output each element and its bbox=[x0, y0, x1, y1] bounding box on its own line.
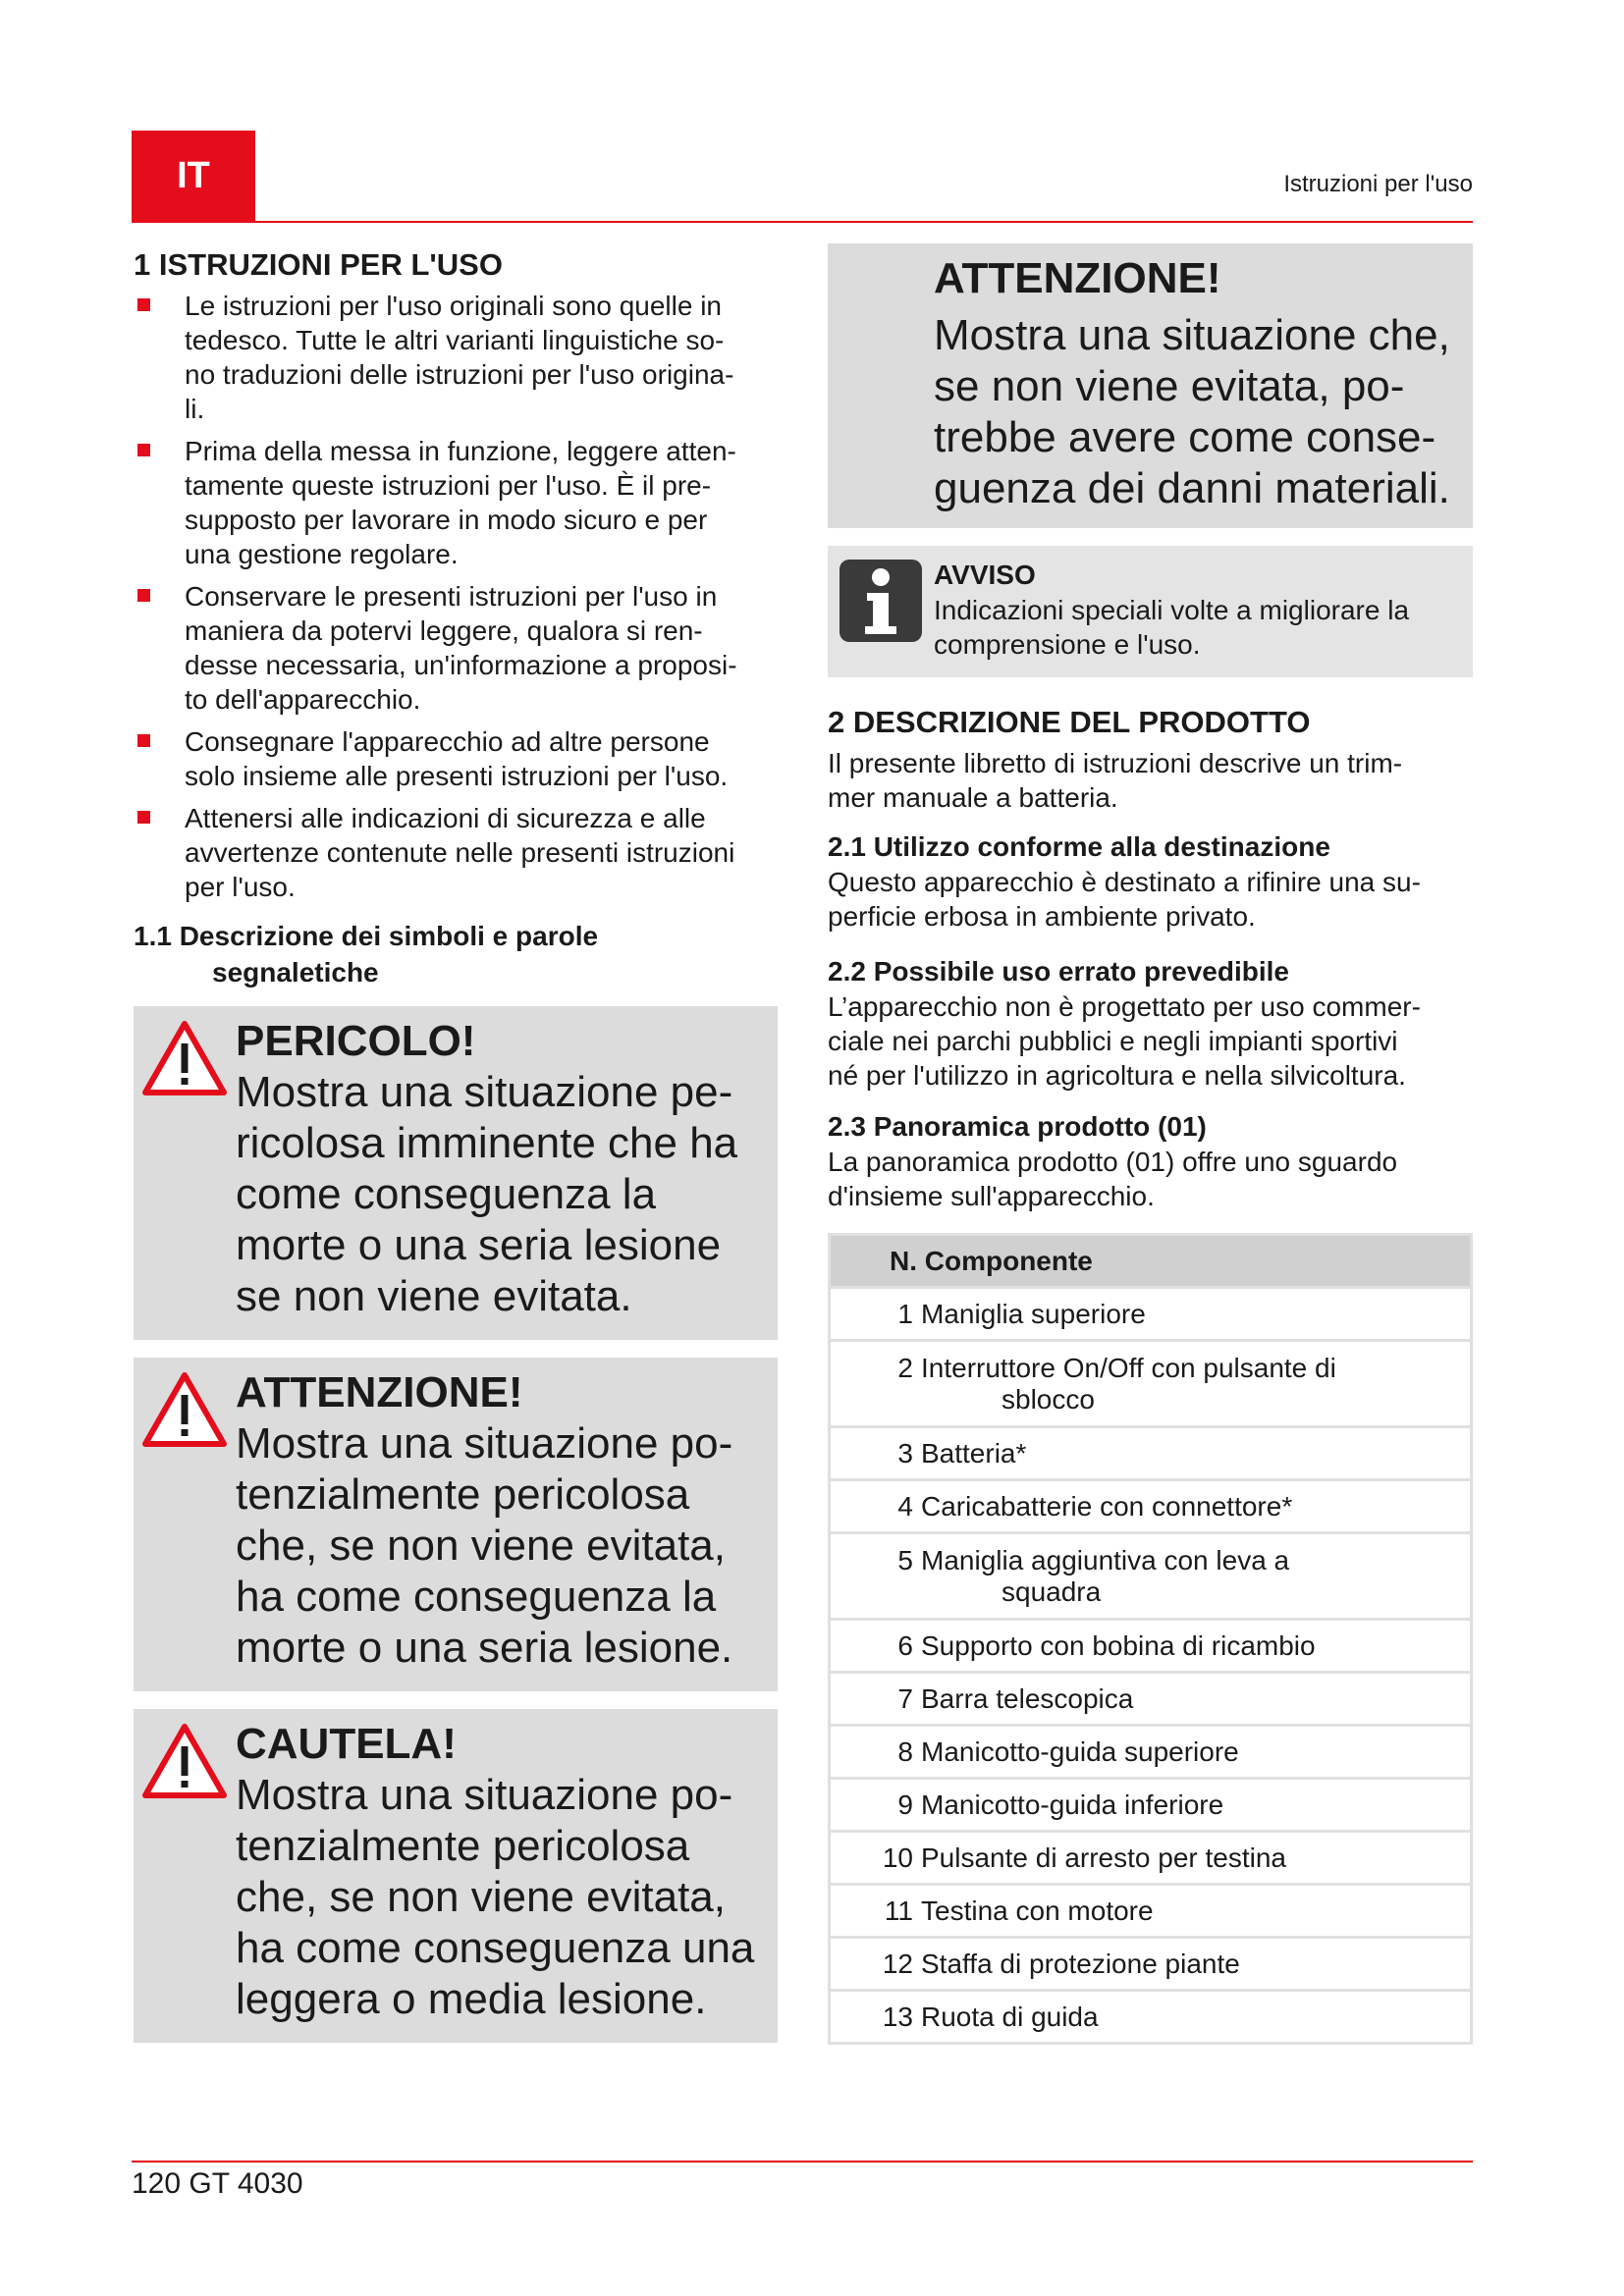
line: Indicazioni speciali volte a migliorare la bbox=[934, 595, 1410, 625]
row-text: Maniglia aggiuntiva con leva a bbox=[921, 1544, 1290, 1575]
line: Mostra una situazione che, bbox=[934, 311, 1450, 359]
line: tedesco. Tutte le altri varianti linguistiche so- bbox=[185, 325, 725, 355]
line: li. bbox=[185, 394, 205, 424]
bullet-square bbox=[137, 298, 150, 311]
row-text: Manicotto-guida superiore bbox=[921, 1735, 1239, 1767]
warning-triangle-icon bbox=[134, 1709, 236, 2043]
section-2-title: 2 DESCRIZIONE DEL PRODOTTO bbox=[828, 705, 1311, 739]
row-text: Testina con motore bbox=[921, 1895, 1154, 1926]
table-header-row bbox=[830, 1235, 1472, 1288]
row-number: 5 bbox=[897, 1544, 913, 1575]
list-item bbox=[134, 289, 778, 426]
line: una gestione regolare. bbox=[185, 539, 459, 569]
warning-triangle-icon bbox=[134, 1358, 236, 1691]
row-number: 6 bbox=[897, 1629, 913, 1661]
table-row bbox=[830, 1673, 1472, 1726]
row-number: 12 bbox=[882, 1948, 913, 1979]
row-text: Caricabatterie con connettore* bbox=[921, 1490, 1293, 1522]
row-number: 10 bbox=[882, 1842, 913, 1873]
line: morte o una seria lesione. bbox=[236, 1624, 733, 1672]
instructions-list bbox=[134, 289, 778, 904]
warning-title: ATTENZIONE! bbox=[236, 1368, 523, 1416]
line: guenza dei danni materiali. bbox=[934, 464, 1450, 512]
row-text: Pulsante di arresto per testina bbox=[921, 1842, 1286, 1873]
section-2-2-title: 2.2 Possibile uso errato prevedibile bbox=[828, 956, 1289, 987]
footer-rule bbox=[132, 2161, 1473, 2163]
danger-box bbox=[134, 1006, 778, 1340]
line: come conseguenza la bbox=[236, 1170, 657, 1218]
section-2-1-title: 2.1 Utilizzo conforme alla destinazione bbox=[828, 831, 1330, 862]
line: no traduzioni delle istruzioni per l'uso origina- bbox=[185, 359, 734, 390]
bullet-square bbox=[137, 734, 150, 747]
line: Attenersi alle indicazioni di sicurezza e alle bbox=[185, 803, 706, 833]
line: Prima della messa in funzione, leggere atten- bbox=[185, 436, 736, 466]
components-table bbox=[828, 1233, 1473, 2045]
line: ha come conseguenza una bbox=[236, 1924, 755, 1972]
section-1-1-title bbox=[134, 918, 778, 990]
line: morte o una seria lesione bbox=[236, 1221, 722, 1269]
row-text: Interruttore On/Off con pulsante di bbox=[921, 1352, 1336, 1383]
table-row bbox=[830, 1991, 1472, 2044]
table-row bbox=[830, 1938, 1472, 1991]
line: leggera o media lesione. bbox=[236, 1975, 707, 2023]
section-2-3-text bbox=[828, 1145, 1473, 1213]
line: supposto per lavorare in modo sicuro e per bbox=[185, 505, 708, 535]
line: comprensione e l'uso. bbox=[934, 629, 1201, 660]
line: né per l'utilizzo in agricoltura e nella silvicoltura. bbox=[828, 1060, 1406, 1091]
list-item bbox=[134, 434, 778, 571]
list-item bbox=[134, 579, 778, 717]
language-badge: IT bbox=[132, 131, 255, 221]
caution-box bbox=[134, 1709, 778, 2043]
line: 1.1 Descrizione dei simboli e parole bbox=[134, 921, 599, 951]
page-number: 120 GT 4030 bbox=[132, 2167, 303, 2200]
notice-title: AVVISO bbox=[934, 560, 1036, 590]
row-number: 1 bbox=[897, 1298, 913, 1329]
line: Mostra una situazione po- bbox=[236, 1771, 733, 1819]
row-text: Batteria* bbox=[921, 1437, 1027, 1468]
line: solo insieme alle presenti istruzioni per l'uso. bbox=[185, 761, 729, 791]
table-row bbox=[830, 1480, 1472, 1533]
table-row bbox=[830, 1832, 1472, 1885]
table-row bbox=[830, 1779, 1472, 1832]
table-row bbox=[830, 1427, 1472, 1480]
line: maniera da potervi leggere, qualora si ren- bbox=[185, 615, 703, 646]
line: che, se non viene evitata, bbox=[236, 1522, 726, 1570]
table-header: N. Componente bbox=[830, 1235, 1472, 1288]
line: ricolosa imminente che ha bbox=[236, 1119, 738, 1167]
header-title: Istruzioni per l'uso bbox=[1283, 171, 1473, 197]
line: Questo apparecchio è destinato a rifinire una su- bbox=[828, 867, 1421, 897]
line: ciale nei parchi pubblici e negli impianti sportivi bbox=[828, 1026, 1398, 1056]
line: Le istruzioni per l'uso originali sono quelle in bbox=[185, 291, 722, 321]
line: se non viene evitata. bbox=[236, 1272, 632, 1320]
danger-text bbox=[236, 1067, 737, 1322]
section-1-title: 1 ISTRUZIONI PER L'USO bbox=[134, 247, 503, 282]
row-number: 13 bbox=[882, 2001, 913, 2032]
line: avvertenze contenute nelle presenti istruzioni bbox=[185, 837, 735, 868]
line: Consegnare l'apparecchio ad altre persone bbox=[185, 726, 710, 757]
list-item bbox=[134, 724, 778, 793]
line: tenzialmente pericolosa bbox=[236, 1822, 690, 1870]
section-2-text bbox=[828, 746, 1473, 815]
line: che, se non viene evitata, bbox=[236, 1873, 726, 1921]
table-row bbox=[830, 1620, 1472, 1673]
line: Il presente libretto di istruzioni descrive un trim- bbox=[828, 748, 1403, 778]
line: d'insieme sull'apparecchio. bbox=[828, 1181, 1155, 1211]
list-item bbox=[134, 801, 778, 904]
row-text: Ruota di guida bbox=[921, 2001, 1099, 2032]
table-row bbox=[830, 1726, 1472, 1779]
row-text-continued: sblocco bbox=[1001, 1383, 1095, 1415]
table-row bbox=[830, 1288, 1472, 1341]
left-column bbox=[134, 245, 778, 2043]
line: L’apparecchio non è progettato per uso commer- bbox=[828, 991, 1421, 1022]
line: mer manuale a batteria. bbox=[828, 782, 1118, 813]
danger-title: PERICOLO! bbox=[236, 1017, 476, 1065]
section-2-1-text bbox=[828, 865, 1473, 934]
row-number: 2 bbox=[897, 1352, 913, 1383]
bullet-square bbox=[137, 444, 150, 456]
line: perficie erbosa in ambiente privato. bbox=[828, 901, 1256, 932]
section-2-3-title: 2.3 Panoramica prodotto (01) bbox=[828, 1111, 1207, 1142]
header-rule bbox=[132, 221, 1473, 223]
bullet-square bbox=[137, 811, 150, 824]
line: se non viene evitata, po- bbox=[934, 362, 1405, 410]
line: Mostra una situazione pe- bbox=[236, 1068, 733, 1116]
row-number: 4 bbox=[897, 1490, 913, 1522]
row-text: Supporto con bobina di ricambio bbox=[921, 1629, 1316, 1661]
line: segnaletiche bbox=[212, 957, 379, 988]
bullet-square bbox=[137, 589, 150, 602]
notice-box bbox=[828, 546, 1473, 677]
row-text: Staffa di protezione piante bbox=[921, 1948, 1240, 1979]
row-text: Maniglia superiore bbox=[921, 1298, 1146, 1329]
right-column bbox=[828, 243, 1473, 2045]
line: desse necessaria, un'informazione a proposi- bbox=[185, 650, 737, 680]
info-icon bbox=[828, 558, 934, 666]
material-warning-text bbox=[934, 310, 1473, 514]
line: per l'uso. bbox=[185, 872, 296, 902]
row-text: Manicotto-guida inferiore bbox=[921, 1789, 1224, 1820]
row-text-continued: squadra bbox=[1001, 1575, 1102, 1607]
material-warning-title: ATTENZIONE! bbox=[934, 254, 1221, 302]
row-number: 11 bbox=[884, 1895, 913, 1926]
line: tamente queste istruzioni per l'uso. È il pre- bbox=[185, 470, 712, 501]
table-row bbox=[830, 1885, 1472, 1938]
line: tenzialmente pericolosa bbox=[236, 1470, 690, 1519]
row-number: 9 bbox=[897, 1789, 913, 1820]
line: Conservare le presenti istruzioni per l'uso in bbox=[185, 581, 718, 612]
material-warning-box bbox=[828, 243, 1473, 528]
caution-text bbox=[236, 1770, 754, 2025]
line: to dell'apparecchio. bbox=[185, 684, 421, 715]
notice-text bbox=[934, 593, 1409, 662]
line: trebbe avere come conse- bbox=[934, 413, 1436, 461]
line: Mostra una situazione po- bbox=[236, 1419, 733, 1468]
row-number: 3 bbox=[897, 1437, 913, 1468]
warning-text bbox=[236, 1418, 732, 1674]
section-2-2-text bbox=[828, 989, 1473, 1093]
caution-title: CAUTELA! bbox=[236, 1720, 457, 1768]
table-row bbox=[830, 1341, 1472, 1427]
table-row bbox=[830, 1533, 1472, 1620]
line: ha come conseguenza la bbox=[236, 1573, 717, 1621]
line: La panoramica prodotto (01) offre uno sguardo bbox=[828, 1147, 1398, 1177]
warning-triangle-icon bbox=[134, 1006, 236, 1340]
row-number: 8 bbox=[897, 1735, 913, 1767]
warning-box bbox=[134, 1358, 778, 1691]
row-text: Barra telescopica bbox=[921, 1682, 1134, 1714]
row-number: 7 bbox=[897, 1682, 913, 1714]
